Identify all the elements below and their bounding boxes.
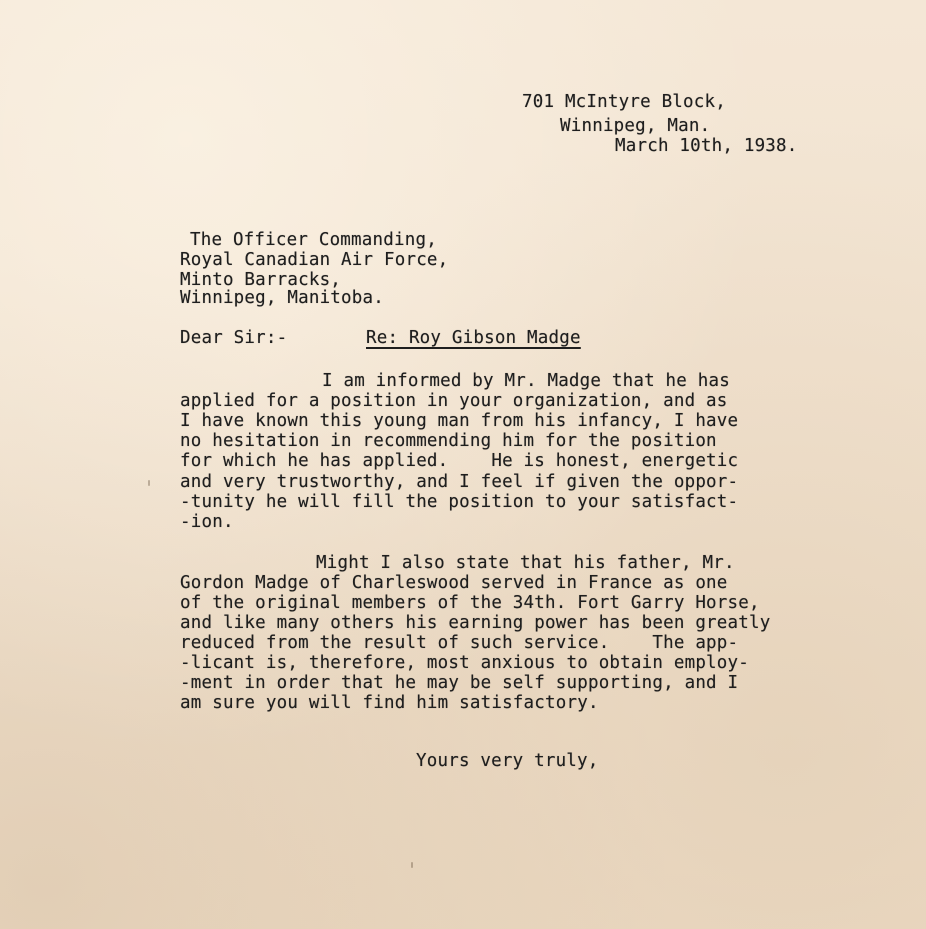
paragraph-line: and like many others his earning power has been greatly: [180, 613, 771, 633]
recipient-line3: Minto Barracks,: [180, 270, 342, 290]
paragraph-line: -licant is, therefore, most anxious to obtain employ-: [180, 653, 750, 673]
sender-address-line1: 701 McIntyre Block,: [522, 92, 726, 112]
closing: Yours very truly,: [416, 751, 599, 771]
paragraph-line: -ment in order that he may be self supporting, and I: [180, 673, 739, 693]
paragraph-line: -ion.: [180, 512, 234, 532]
paragraph-line: reduced from the result of such service. The app-: [180, 633, 739, 653]
paper-speck: [411, 862, 413, 868]
paragraph-line: no hesitation in recommending him for the position: [180, 431, 717, 451]
subject-line: Re: Roy Gibson Madge: [366, 328, 581, 348]
letter-date: March 10th, 1938.: [615, 136, 798, 156]
paper-speck: [148, 480, 150, 486]
paragraph-line: Gordon Madge of Charleswood served in France as one: [180, 573, 728, 593]
paragraph-line: am sure you will find him satisfactory.: [180, 693, 599, 713]
paragraph-line: for which he has applied. He is honest, energetic: [180, 451, 739, 471]
salutation: Dear Sir:-: [180, 328, 288, 348]
paragraph-line: Might I also state that his father, Mr.: [316, 553, 735, 573]
recipient-line2: Royal Canadian Air Force,: [180, 250, 449, 270]
paragraph-line: I have known this young man from his infancy, I have: [180, 411, 739, 431]
paragraph-line: -tunity he will fill the position to your satisfact-: [180, 492, 739, 512]
paragraph-line: I am informed by Mr. Madge that he has: [322, 371, 730, 391]
recipient-line1: The Officer Commanding,: [190, 230, 437, 250]
paragraph-line: and very trustworthy, and I feel if given the oppor-: [180, 472, 739, 492]
paragraph-line: of the original members of the 34th. Fort Garry Horse,: [180, 593, 760, 613]
sender-address-line2: Winnipeg, Man.: [560, 116, 711, 136]
recipient-line4: Winnipeg, Manitoba.: [180, 288, 384, 308]
paragraph-line: applied for a position in your organization, and as: [180, 391, 728, 411]
